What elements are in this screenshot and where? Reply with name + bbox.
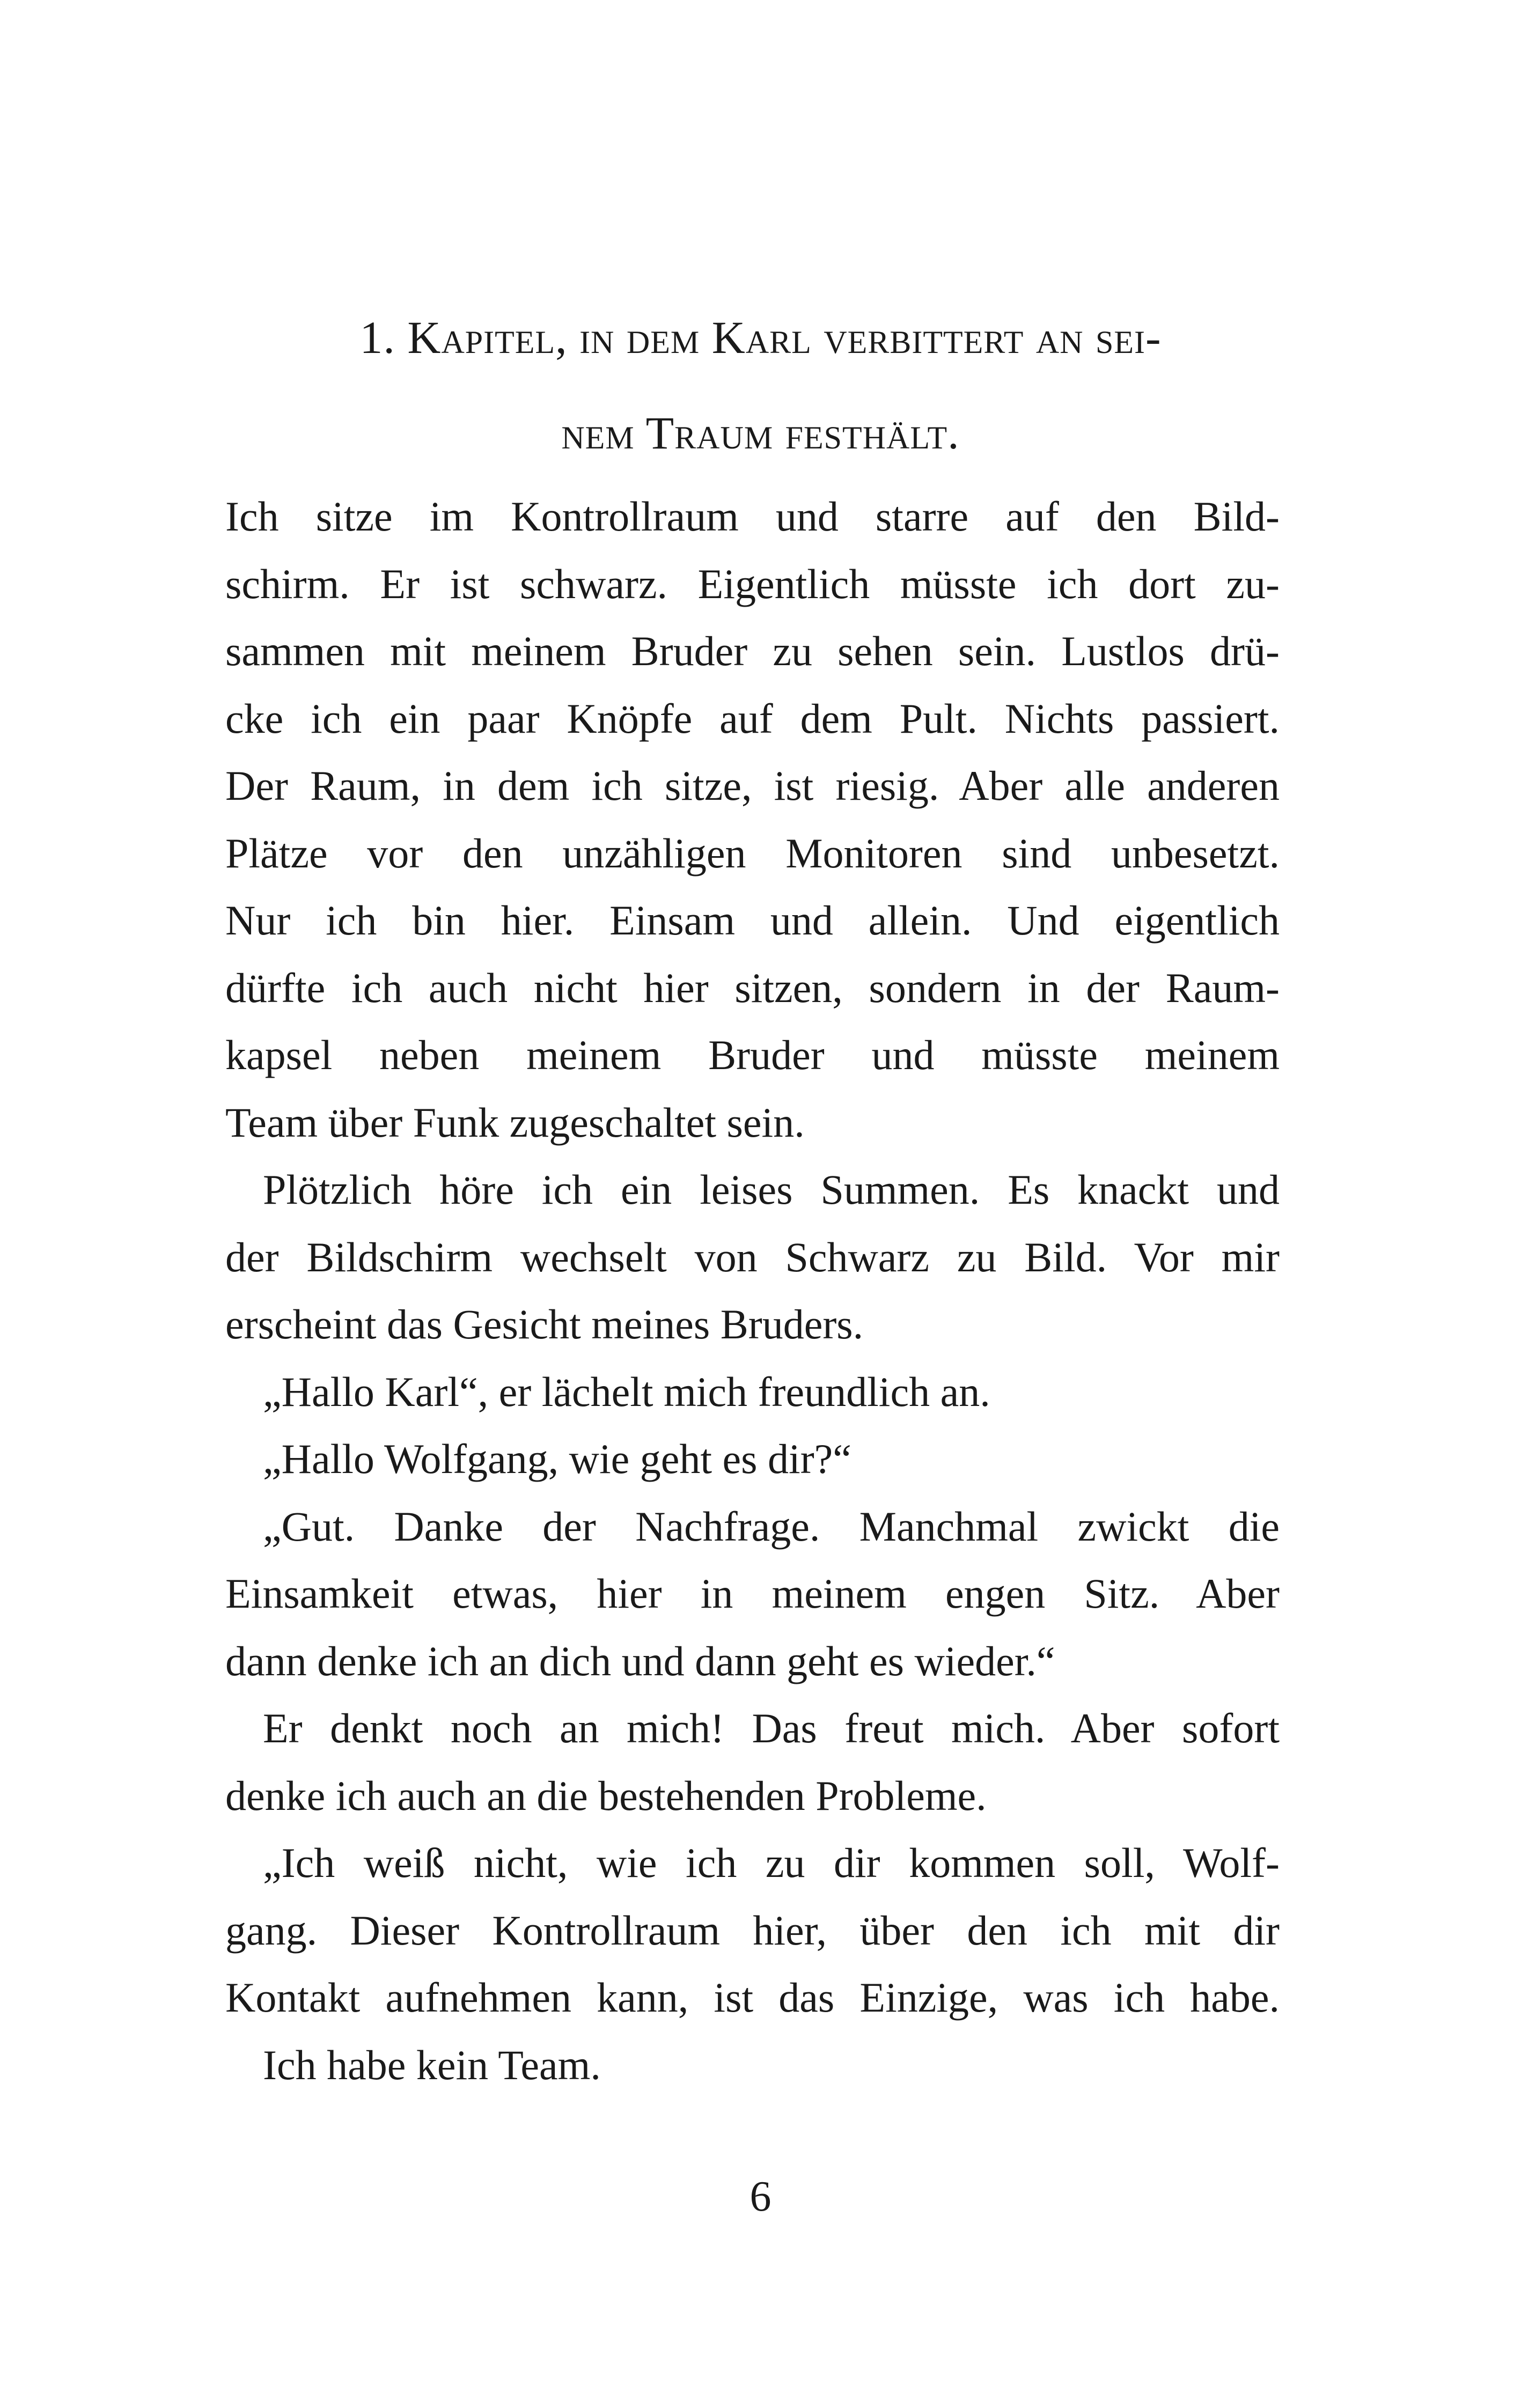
- page-number: 6: [750, 2173, 771, 2220]
- chapter-title-line-1: 1. Kapitel, in dem Karl verbittert an sei-: [359, 312, 1162, 363]
- text-line: Der Raum, in dem ich sitze, ist riesig. Aber alle anderen: [225, 762, 1280, 809]
- text-line: Einsamkeit etwas, hier in meinem engen Sitz. Aber: [225, 1570, 1280, 1617]
- chapter-body-text: [225, 483, 1280, 2098]
- text-line: Kontakt aufnehmen kann, ist das Einzige, was ich habe.: [225, 1974, 1280, 2021]
- text-line: dann denke ich an dich und dann geht es wieder.“: [225, 1637, 1055, 1684]
- chapter-title-line-2: nem Traum festhält.: [561, 407, 960, 459]
- text-line: „Gut. Danke der Nachfrage. Manchmal zwickt die: [263, 1503, 1280, 1550]
- text-line: „Hallo Karl“, er lächelt mich freundlich an.: [263, 1368, 990, 1415]
- text-line: Ich sitze im Kontrollraum und starre auf den Bild-: [225, 493, 1280, 540]
- text-line: „Ich weiß nicht, wie ich zu dir kommen soll, Wolf-: [263, 1839, 1280, 1886]
- text-line: Plötzlich höre ich ein leises Summen. Es knackt und: [263, 1166, 1280, 1213]
- text-line: Team über Funk zugeschaltet sein.: [225, 1099, 805, 1146]
- chapter-title: [225, 290, 1296, 481]
- text-line: Nur ich bin hier. Einsam und allein. Und eigentlich: [225, 897, 1280, 944]
- text-line: cke ich ein paar Knöpfe auf dem Pult. Nichts passiert.: [225, 695, 1280, 742]
- text-line: Er denkt noch an mich! Das freut mich. Aber sofort: [263, 1705, 1280, 1751]
- text-line: denke ich auch an die bestehenden Probleme.: [225, 1772, 987, 1819]
- text-line: sammen mit meinem Bruder zu sehen sein. Lustlos drü-: [225, 628, 1280, 674]
- text-line: erscheint das Gesicht meines Bruders.: [225, 1301, 864, 1347]
- text-line: Ich habe kein Team.: [263, 2041, 601, 2088]
- text-line: Plätze vor den unzähligen Monitoren sind unbesetzt.: [225, 829, 1280, 877]
- text-line: „Hallo Wolfgang, wie geht es dir?“: [263, 1435, 851, 1482]
- text-line: dürfte ich auch nicht hier sitzen, sondern in der Raum-: [225, 964, 1280, 1011]
- text-line: kapsel neben meinem Bruder und müsste meinem: [225, 1032, 1280, 1078]
- text-line: der Bildschirm wechselt von Schwarz zu Bild. Vor mir: [225, 1233, 1280, 1280]
- text-line: gang. Dieser Kontrollraum hier, über den ich mit dir: [225, 1906, 1280, 1954]
- text-line: schirm. Er ist schwarz. Eigentlich müsste ich dort zu-: [225, 560, 1280, 607]
